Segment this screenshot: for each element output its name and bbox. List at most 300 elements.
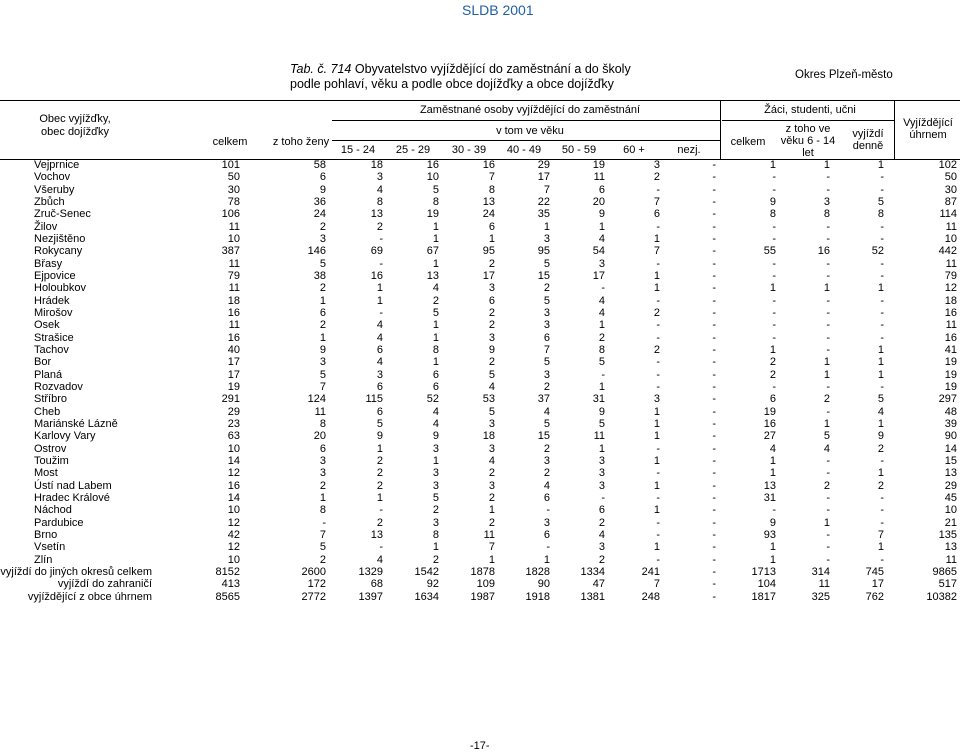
table-cell: 9 [598, 208, 605, 221]
table-cell: 104 [757, 578, 776, 591]
table-cell: 16 [370, 269, 383, 282]
row-label: Břasy [34, 257, 63, 270]
table-cell: 1 [488, 504, 495, 517]
table-cell: 3 [543, 306, 550, 319]
table-cell: 93 [763, 528, 776, 541]
table-cell: - [826, 541, 830, 554]
table-cell: 2 [488, 491, 495, 504]
table-row [0, 591, 960, 603]
table-cell: - [379, 541, 383, 554]
table-cell: 1 [877, 368, 884, 381]
table-cell: 8 [376, 195, 383, 208]
table-cell: 13 [944, 541, 957, 554]
table-cell: 10 [944, 504, 957, 517]
table-cell: - [826, 232, 830, 245]
table-cell: 18 [370, 159, 383, 171]
table-row [0, 171, 960, 183]
table-cell: - [880, 183, 884, 196]
table-cell: 3 [432, 479, 439, 492]
table-cell: 16 [482, 159, 495, 171]
table-cell: - [712, 454, 716, 467]
table-cell: - [712, 183, 716, 196]
col-daily-line2: denně [852, 140, 884, 152]
table-cell: - [712, 393, 716, 406]
table-cell: 172 [307, 578, 326, 591]
table-cell: 101 [221, 159, 240, 171]
table-cell: - [712, 578, 716, 591]
table-cell: - [601, 282, 605, 295]
table-cell: 3 [543, 319, 550, 332]
table-cell: 5 [319, 541, 326, 554]
col-obec-line1: Obec vyjížďky, [39, 113, 111, 125]
table-cell: 2 [488, 516, 495, 529]
table-cell: 50 [227, 171, 240, 184]
table-cell: 17 [482, 269, 495, 282]
col-daily-line1: vyjíždí [852, 128, 884, 140]
table-cell: 1 [653, 269, 660, 282]
table-row [0, 455, 960, 467]
age-group-header: v tom ve věku [496, 125, 564, 137]
table-cell: - [712, 504, 716, 517]
table-cell: 31 [763, 491, 776, 504]
table-row [0, 443, 960, 455]
table-cell: 1 [823, 356, 830, 369]
table-cell: 3 [319, 467, 326, 480]
table-cell: 24 [482, 208, 495, 221]
table-cell: 11 [228, 319, 240, 332]
table-cell: 10382 [926, 590, 957, 603]
row-label: Brno [34, 528, 58, 541]
table-cell: 1 [653, 541, 660, 554]
table-cell: 36 [313, 195, 326, 208]
table-cell: 2 [319, 479, 326, 492]
table-cell: - [656, 183, 660, 196]
table-cell: 2772 [301, 590, 326, 603]
table-cell: 6 [598, 504, 605, 517]
table-row [0, 233, 960, 245]
table-cell: 16 [817, 245, 830, 258]
table-cell: 1 [769, 467, 776, 480]
table-cell: 31 [592, 393, 605, 406]
table-cell: - [826, 553, 830, 566]
table-row [0, 554, 960, 566]
table-cell: 4 [598, 294, 605, 307]
table-cell: - [656, 331, 660, 344]
row-label: Mariánské Lázně [34, 417, 118, 430]
table-cell: 762 [865, 590, 884, 603]
table-caption-line1 [290, 62, 631, 76]
table-row [0, 492, 960, 504]
table-cell: - [712, 171, 716, 184]
table-cell: - [656, 380, 660, 393]
table-cell: 14 [227, 454, 240, 467]
row-label: Most [34, 467, 58, 480]
table-cell: 2 [376, 220, 383, 233]
table-cell: - [712, 467, 716, 480]
table-cell: 1 [877, 343, 884, 356]
table-cell: 5 [598, 417, 605, 430]
employed-group-underline [332, 120, 720, 121]
table-cell: - [712, 232, 716, 245]
table-cell: 13 [944, 467, 957, 480]
table-cell: 4 [488, 380, 495, 393]
table-cell: 39 [944, 417, 957, 430]
table-cell: 1 [823, 516, 830, 529]
table-cell: 5 [376, 417, 383, 430]
table-cell: - [712, 368, 716, 381]
table-cell: 2 [432, 553, 439, 566]
table-cell: - [712, 356, 716, 369]
table-cell: 1 [769, 282, 776, 295]
table-cell: 11 [314, 405, 326, 418]
table-cell: 5 [543, 257, 550, 270]
table-row [0, 418, 960, 430]
row-label: Karlovy Vary [34, 430, 96, 443]
table-cell: 5 [488, 405, 495, 418]
table-cell: 1 [376, 294, 383, 307]
table-cell: 3 [319, 356, 326, 369]
table-cell: 95 [537, 245, 550, 258]
col-age-unknown: nezj. [677, 144, 701, 156]
table-cell: - [772, 257, 776, 270]
table-cell: 4 [543, 479, 550, 492]
table-cell: 14 [944, 442, 957, 455]
table-cell: 16 [227, 479, 240, 492]
table-cell: 2 [653, 306, 660, 319]
table-cell: 1817 [751, 590, 776, 603]
table-cell: 6 [653, 208, 660, 221]
table-cell: 17 [871, 578, 884, 591]
col-age-50-59: 50 - 59 [561, 144, 597, 156]
table-cell: 19 [944, 356, 957, 369]
table-cell: - [772, 220, 776, 233]
table-cell: 27 [763, 430, 776, 443]
table-row [0, 381, 960, 393]
col-z-toho-zeny: z toho ženy [272, 136, 330, 148]
table-cell: 23 [227, 417, 240, 430]
table-cell: 2 [769, 356, 776, 369]
table-cell: 11 [593, 430, 605, 443]
table-cell: - [656, 516, 660, 529]
table-cell: - [772, 183, 776, 196]
table-cell: 4 [376, 356, 383, 369]
table-cell: 9 [598, 405, 605, 418]
table-cell: 95 [482, 245, 495, 258]
table-cell: 1 [319, 331, 326, 344]
table-cell: 41 [944, 343, 957, 356]
table-cell: 6 [769, 393, 776, 406]
table-cell: 1 [653, 282, 660, 295]
table-cell: 2 [488, 319, 495, 332]
table-cell: - [826, 380, 830, 393]
table-cell: 4 [598, 306, 605, 319]
table-cell: 21 [944, 516, 957, 529]
table-cell: - [772, 306, 776, 319]
table-cell: 7 [543, 183, 550, 196]
table-cell: 69 [370, 245, 383, 258]
table-cell: 7 [488, 171, 495, 184]
table-cell: 1 [432, 232, 439, 245]
table-cell: - [712, 541, 716, 554]
table-cell: 16 [227, 331, 240, 344]
col-age-30-39: 30 - 39 [451, 144, 487, 156]
table-row [0, 258, 960, 270]
table-cell: 115 [365, 393, 383, 406]
table-cell: 53 [482, 393, 495, 406]
table-cell: 4 [376, 319, 383, 332]
table-cell: 3 [319, 232, 326, 245]
table-cell: 6 [543, 491, 550, 504]
table-cell: 5 [877, 195, 884, 208]
table-cell: 135 [938, 528, 957, 541]
table-cell: 16 [763, 417, 776, 430]
table-cell: 29 [537, 159, 550, 171]
table-cell: - [880, 171, 884, 184]
table-cell: 19 [227, 380, 240, 393]
table-cell: 1 [653, 417, 660, 430]
table-cell: 1634 [414, 590, 439, 603]
table-row [0, 282, 960, 294]
table-cell: 8 [432, 195, 439, 208]
table-cell: 12 [944, 282, 957, 295]
table-cell: 3 [376, 171, 383, 184]
table-cell: 9 [488, 343, 495, 356]
table-cell: - [656, 528, 660, 541]
row-label: Zlín [34, 553, 53, 566]
table-row [0, 566, 960, 578]
row-label: Vejprnice [34, 159, 80, 171]
table-cell: 124 [307, 393, 326, 406]
table-cell: 7 [877, 528, 884, 541]
table-cell: - [656, 553, 660, 566]
row-label: Osek [34, 319, 60, 332]
table-cell: 3 [543, 232, 550, 245]
table-cell: - [772, 319, 776, 332]
table-cell: 1 [769, 159, 776, 171]
table-cell: 16 [944, 331, 957, 344]
table-cell: 9 [769, 195, 776, 208]
table-cell: 8 [488, 183, 495, 196]
table-cell: - [826, 467, 830, 480]
table-cell: - [379, 504, 383, 517]
table-cell: 2 [488, 257, 495, 270]
table-cell: - [712, 491, 716, 504]
table-cell: 17 [537, 171, 550, 184]
table-cell: - [772, 331, 776, 344]
table-cell: 291 [221, 393, 240, 406]
table-cell: 2 [376, 479, 383, 492]
table-cell: 10 [227, 442, 240, 455]
table-cell: 2 [319, 220, 326, 233]
table-cell: 22 [537, 195, 550, 208]
table-cell: - [712, 479, 716, 492]
row-label: Pardubice [34, 516, 84, 529]
table-cell: 106 [221, 208, 240, 221]
table-cell: 4 [432, 417, 439, 430]
table-cell: 87 [944, 195, 957, 208]
group-divider [720, 100, 721, 159]
table-cell: 9865 [932, 565, 957, 578]
table-cell: 2 [823, 479, 830, 492]
table-cell: 2 [376, 467, 383, 480]
table-cell: 3 [432, 467, 439, 480]
table-cell: - [656, 491, 660, 504]
table-cell: 7 [653, 195, 660, 208]
table-cell: - [379, 232, 383, 245]
table-cell: 4 [432, 405, 439, 418]
table-cell: 248 [641, 590, 660, 603]
table-cell: 16 [227, 306, 240, 319]
table-cell: 13 [370, 208, 383, 221]
table-cell: 90 [944, 430, 957, 443]
table-cell: - [880, 553, 884, 566]
table-row [0, 221, 960, 233]
table-cell: 8 [598, 343, 605, 356]
table-cell: 1 [653, 232, 660, 245]
table-cell: 325 [811, 590, 830, 603]
table-cell: 3 [488, 442, 495, 455]
col-age-15-24: 15 - 24 [340, 144, 376, 156]
table-cell: 2 [543, 282, 550, 295]
table-cell: - [826, 171, 830, 184]
row-label: Planá [34, 368, 63, 381]
table-cell: 11 [945, 319, 957, 332]
table-cell: 13 [763, 479, 776, 492]
table-cell: 55 [763, 245, 776, 258]
table-cell: 1 [877, 541, 884, 554]
table-cell: 5 [543, 356, 550, 369]
table-row [0, 504, 960, 516]
table-cell: 1 [376, 442, 383, 455]
table-cell: 3 [598, 541, 605, 554]
table-cell: 3 [598, 467, 605, 480]
table-cell: 79 [944, 269, 957, 282]
table-cell: 1 [432, 257, 439, 270]
row-label: Cheb [34, 405, 61, 418]
table-cell: - [772, 269, 776, 282]
table-cell: 7 [653, 578, 660, 591]
table-cell: 4 [376, 553, 383, 566]
table-cell: 1 [488, 553, 495, 566]
table-cell: 6 [598, 183, 605, 196]
table-row [0, 578, 960, 590]
table-cell: 17 [592, 269, 605, 282]
table-cell: 3 [432, 442, 439, 455]
table-cell: 1918 [525, 590, 550, 603]
table-cell: 387 [221, 245, 240, 258]
table-cell: 314 [811, 565, 830, 578]
table-cell: 15 [537, 430, 550, 443]
table-cell: 19 [592, 159, 605, 171]
table-cell: 30 [944, 183, 957, 196]
table-cell: 5 [319, 257, 326, 270]
table-cell: 3 [488, 331, 495, 344]
table-cell: 5 [543, 417, 550, 430]
table-cell: 13 [482, 195, 495, 208]
col-students-celkem: celkem [730, 136, 766, 148]
table-cell: 9 [376, 430, 383, 443]
table-cell: 11 [228, 257, 240, 270]
row-label: Zbůch [34, 195, 65, 208]
table-cell: 1 [376, 491, 383, 504]
table-cell: 11 [945, 257, 957, 270]
table-cell: 3 [823, 195, 830, 208]
table-cell: - [656, 442, 660, 455]
table-cell: 4 [598, 528, 605, 541]
table-cell: - [712, 294, 716, 307]
table-cell: 2 [877, 479, 884, 492]
table-cell: 9 [319, 183, 326, 196]
table-cell: - [712, 282, 716, 295]
col-celkem: celkem [212, 136, 248, 148]
table-cell: - [656, 467, 660, 480]
table-cell: 5 [598, 356, 605, 369]
table-cell: 1 [877, 159, 884, 171]
table-cell: 6 [319, 171, 326, 184]
table-cell: 2 [653, 171, 660, 184]
table-row [0, 369, 960, 381]
row-label: Bor [34, 356, 52, 369]
table-cell: 5 [432, 183, 439, 196]
table-cell: 13 [370, 528, 383, 541]
table-cell: 3 [488, 282, 495, 295]
table-cell: - [712, 380, 716, 393]
table-cell: 7 [653, 245, 660, 258]
row-label: Holoubkov [34, 282, 86, 295]
table-cell: 6 [432, 368, 439, 381]
caption-text-1: Obyvatelstvo vyjíždějící do zaměstnání a do školy [354, 62, 631, 76]
table-row [0, 430, 960, 442]
table-cell: - [712, 159, 716, 171]
table-cell: 6 [543, 331, 550, 344]
table-cell: 8 [432, 343, 439, 356]
table-cell: 30 [227, 183, 240, 196]
table-cell: 18 [944, 294, 957, 307]
table-cell: 6 [376, 343, 383, 356]
table-row [0, 307, 960, 319]
table-cell: - [772, 380, 776, 393]
table-cell: 1381 [580, 590, 605, 603]
table-cell: - [826, 343, 830, 356]
col-total-line1: Vyjíždějící [903, 117, 953, 129]
table-cell: 3 [488, 417, 495, 430]
table-cell: 3 [598, 257, 605, 270]
table-cell: 63 [227, 430, 240, 443]
table-cell: - [601, 491, 605, 504]
table-row [0, 332, 960, 344]
table-cell: 1 [877, 417, 884, 430]
table-cell: 1 [598, 442, 605, 455]
table-cell: - [712, 590, 716, 603]
table-cell: 2 [598, 331, 605, 344]
table-cell: 14 [227, 491, 240, 504]
table-cell: 2 [877, 442, 884, 455]
table-cell: 9 [877, 430, 884, 443]
table-cell: - [880, 257, 884, 270]
table-cell: - [656, 356, 660, 369]
row-label: Ostrov [34, 442, 67, 455]
table-cell: 3 [653, 393, 660, 406]
table-cell: - [826, 220, 830, 233]
table-cell: 1334 [580, 565, 605, 578]
table-cell: 37 [537, 393, 550, 406]
table-cell: 17 [227, 368, 240, 381]
table-cell: 2 [543, 380, 550, 393]
table-cell: 78 [227, 195, 240, 208]
table-cell: 50 [944, 171, 957, 184]
table-cell: 1878 [470, 565, 495, 578]
header-top-border [0, 100, 960, 101]
